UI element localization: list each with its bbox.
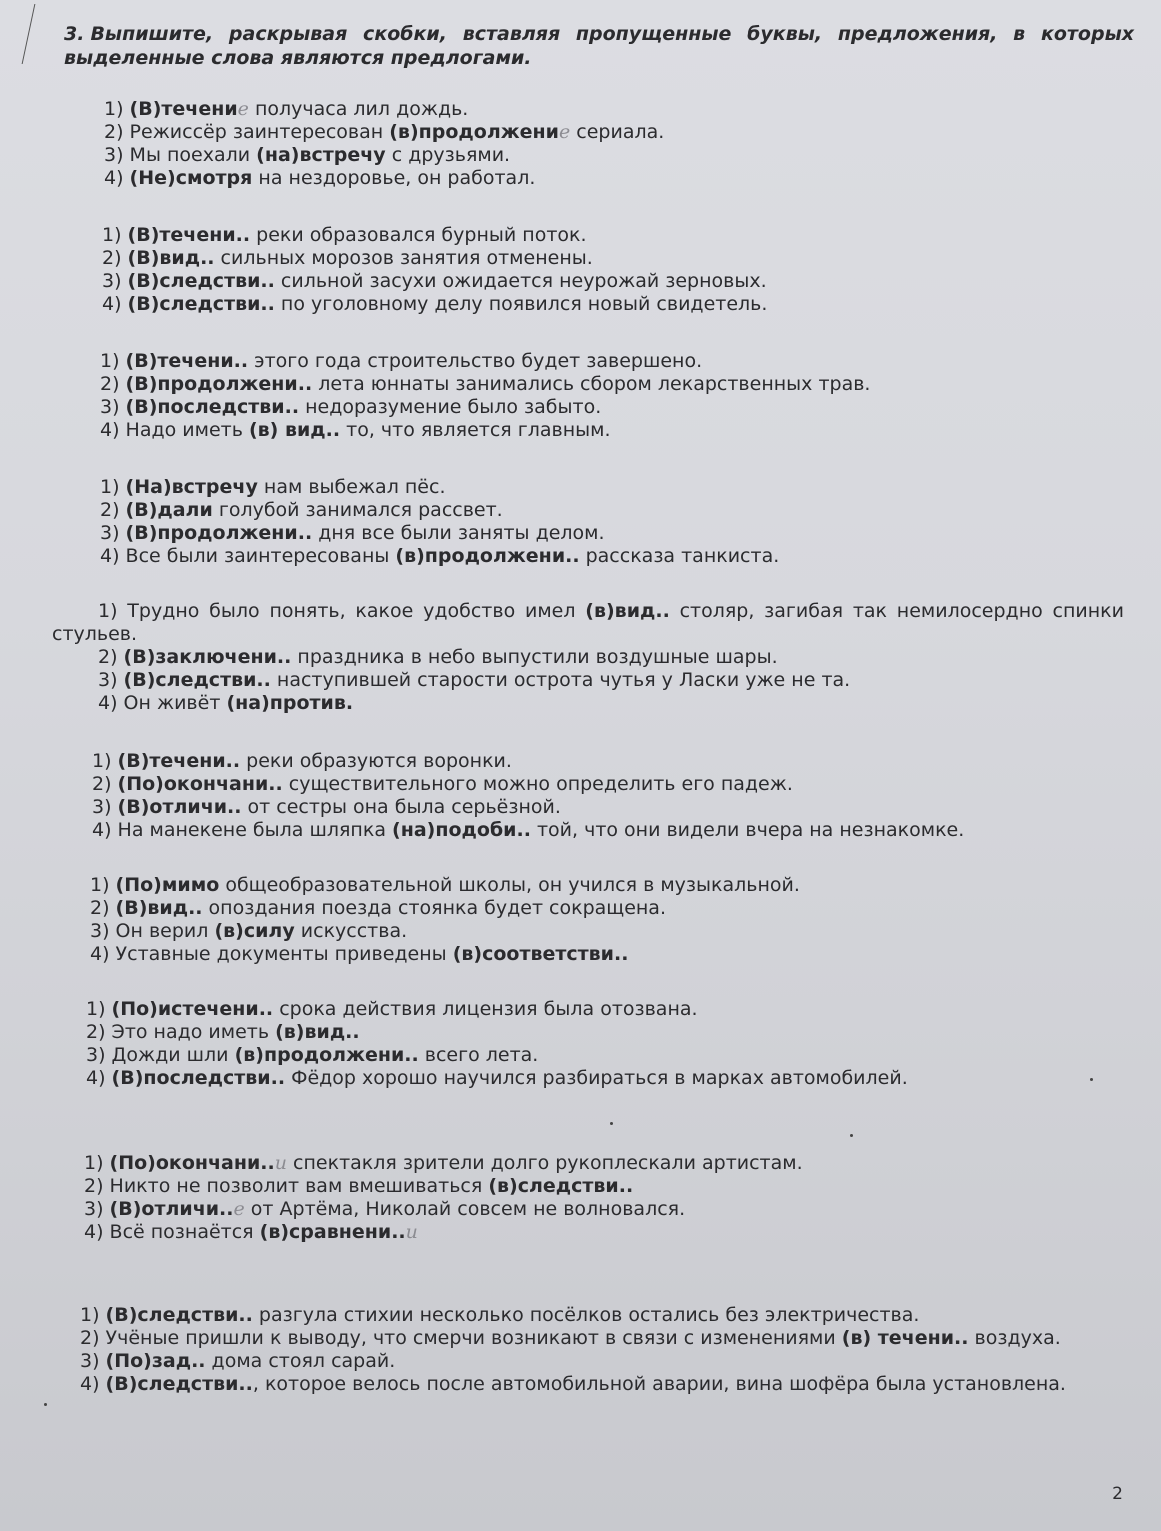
sentence-line xyxy=(90,943,1120,966)
highlighted-word: (в) течени.. xyxy=(841,1327,969,1349)
sentence-text: Он верил xyxy=(115,920,215,942)
sentence-number: 2) xyxy=(102,247,128,269)
exercise-group xyxy=(104,98,1114,190)
sentence-text: от Артёма, Николай совсем не волновался. xyxy=(244,1198,686,1220)
highlighted-word: (В)следстви.. xyxy=(105,1304,253,1326)
sentence-number: 3) xyxy=(92,796,118,818)
handwritten-letter: е xyxy=(558,121,571,143)
sentence-text: недоразумение было забыто. xyxy=(299,396,602,418)
highlighted-word: (в)продолжени.. xyxy=(395,545,580,567)
sentence-text: общеобразовательной школы, он учился в музыкальной. xyxy=(219,874,800,896)
sentence-number: 4) xyxy=(104,167,130,189)
highlighted-word: (В)отличи.. xyxy=(117,796,242,818)
highlighted-word: (На)встречу xyxy=(125,476,258,498)
exercise-group xyxy=(100,476,1120,568)
sentence-text: Учёные пришли к выводу, что смерчи возникают в связи с изменениями xyxy=(105,1327,842,1349)
sentence-text: Надо иметь xyxy=(125,419,249,441)
sentence-number: 2) xyxy=(100,373,126,395)
sentence-line xyxy=(104,98,1114,121)
sentence-number: 3) xyxy=(90,920,116,942)
sentence-text: Фёдор хорошо научился разбираться в марках автомобилей. xyxy=(285,1067,908,1089)
highlighted-word: (В)течени.. xyxy=(117,750,241,772)
highlighted-word: (По)истечени.. xyxy=(111,998,274,1020)
sentence-number: 4) xyxy=(90,943,116,965)
sentence-line xyxy=(100,396,1120,419)
sentence-text: Все были заинтересованы xyxy=(125,545,396,567)
sentence-text: праздника в небо выпустили воздушные шары. xyxy=(291,646,778,668)
sentence-text: с друзьями. xyxy=(385,144,511,166)
sentence-text: Никто не позволит вам вмешиваться xyxy=(109,1175,489,1197)
task-text: Выпишите, раскрывая скобки, вставляя пропущенные буквы, предложения, в которых выделенные слова являются предлогами. xyxy=(64,23,1134,69)
highlighted-word: (В)заключени.. xyxy=(123,646,292,668)
sentence-line xyxy=(102,270,1112,293)
speck xyxy=(610,1122,613,1125)
sentence-text: нам выбежал пёс. xyxy=(257,476,446,498)
sentence-line xyxy=(92,750,1122,773)
page-number: 2 xyxy=(1112,1484,1123,1504)
handwritten-letter: и xyxy=(274,1152,287,1174)
highlighted-word: (По)окончани.. xyxy=(117,773,283,795)
sentence-text: опоздания поезда стоянка будет сокращена. xyxy=(202,897,666,919)
sentence-line xyxy=(90,874,1120,897)
sentence-number: 1) xyxy=(98,600,128,622)
sentence-number: 2) xyxy=(92,773,118,795)
sentence-line xyxy=(102,247,1112,270)
sentence-number: 3) xyxy=(100,396,126,418)
highlighted-word: (В)течени.. xyxy=(125,350,249,372)
sentence-line xyxy=(52,692,1124,715)
sentence-line xyxy=(100,350,1120,373)
sentence-line xyxy=(102,224,1112,247)
sentence-number: 3) xyxy=(102,270,128,292)
sentence-line xyxy=(100,545,1120,568)
sentence-line xyxy=(34,1304,1124,1327)
sentence-number: 1) xyxy=(104,98,130,120)
sentence-line xyxy=(100,522,1120,545)
highlighted-word: (на)встречу xyxy=(256,144,386,166)
highlighted-word: (в)вид.. xyxy=(585,600,670,622)
sentence-line xyxy=(86,1021,1116,1044)
sentence-text: голубой занимался рассвет. xyxy=(212,499,503,521)
sentence-text: искусства. xyxy=(294,920,408,942)
sentence-number: 1) xyxy=(84,1152,110,1174)
highlighted-word: (в)соответстви.. xyxy=(452,943,629,965)
highlighted-word: (В)течени.. xyxy=(127,224,251,246)
highlighted-word: (В)последстви.. xyxy=(125,396,300,418)
highlighted-word: (в)силу xyxy=(214,920,295,942)
sentence-text: реки образуются воронки. xyxy=(240,750,512,772)
sentence-number: 2) xyxy=(100,499,126,521)
sentence-line xyxy=(104,167,1114,190)
task-number: 3. xyxy=(64,23,85,45)
sentence-text: На манекене была шляпка xyxy=(117,819,393,841)
sentence-line xyxy=(52,669,1124,692)
sentence-number: 3) xyxy=(80,1350,106,1372)
highlighted-word: (В)следстви.. xyxy=(105,1373,253,1395)
sentence-number: 4) xyxy=(100,545,126,567)
sentence-number: 3) xyxy=(84,1198,110,1220)
sentence-text: Это надо иметь xyxy=(111,1021,276,1043)
sentence-number: 3) xyxy=(86,1044,112,1066)
sentence-number: 4) xyxy=(80,1373,106,1395)
sentence-line xyxy=(84,1221,1114,1244)
sentence-text: рассказа танкиста. xyxy=(579,545,780,567)
exercise-group xyxy=(86,998,1116,1090)
sentence-line xyxy=(92,773,1122,796)
sentence-number: 2) xyxy=(104,121,130,143)
sentence-number: 1) xyxy=(86,998,112,1020)
highlighted-word: (на)подоби.. xyxy=(392,819,531,841)
sentence-text: Режиссёр заинтересован xyxy=(129,121,390,143)
sentence-line xyxy=(86,1044,1116,1067)
sentence-text: всего лета. xyxy=(418,1044,539,1066)
sentence-text: разгула стихии несколько посёлков остались без электричества. xyxy=(252,1304,920,1326)
sentence-number: 1) xyxy=(80,1304,106,1326)
highlighted-word: (в)продолжени xyxy=(389,121,559,143)
sentence-line xyxy=(100,499,1120,522)
sentence-number: 2) xyxy=(80,1327,106,1349)
sentence-number: 1) xyxy=(90,874,116,896)
sentence-line xyxy=(86,1067,1116,1090)
sentence-line xyxy=(84,1175,1114,1198)
sentence-line xyxy=(100,419,1120,442)
exercise-group xyxy=(102,224,1112,316)
sentence-line xyxy=(34,1350,1124,1373)
handwritten-letter: и xyxy=(405,1221,418,1243)
highlighted-word: (В)последстви.. xyxy=(111,1067,286,1089)
sentence-text: Дожди шли xyxy=(111,1044,235,1066)
sentence-line xyxy=(90,920,1120,943)
sentence-number: 4) xyxy=(92,819,118,841)
sentence-text: получаса лил дождь. xyxy=(248,98,469,120)
sentence-number: 2) xyxy=(84,1175,110,1197)
highlighted-word: (В)следстви.. xyxy=(123,669,271,691)
handwritten-letter: е xyxy=(233,1198,245,1220)
highlighted-word: (По)мимо xyxy=(115,874,220,896)
exercise-group xyxy=(84,1152,1114,1244)
sentence-number: 2) xyxy=(90,897,116,919)
sentence-text: наступившей старости острота чутья у Ласки уже не та. xyxy=(270,669,851,691)
sentence-text: сериала. xyxy=(570,121,665,143)
highlighted-word: (В)вид.. xyxy=(115,897,203,919)
task-heading xyxy=(64,22,1134,70)
sentence-line xyxy=(52,646,1124,669)
sentence-line xyxy=(104,144,1114,167)
highlighted-word: (Не)смотря xyxy=(129,167,253,189)
highlighted-word: (В)отличи.. xyxy=(109,1198,234,1220)
sentence-text: срока действия лицензия была отозвана. xyxy=(273,998,698,1020)
highlighted-word: (на)против. xyxy=(226,692,354,714)
sentence-text: воздуха. xyxy=(968,1327,1061,1349)
sentence-number: 2) xyxy=(98,646,124,668)
speck xyxy=(850,1134,853,1137)
sentence-text: от сестры она была серьёзной. xyxy=(241,796,561,818)
sentence-text: на нездоровье, он работал. xyxy=(252,167,536,189)
sentence-number: 2) xyxy=(86,1021,112,1043)
sentence-text: столяр, загибая так немилосердно спинки стульев. xyxy=(52,600,1124,645)
sentence-number: 4) xyxy=(84,1221,110,1243)
sentence-line xyxy=(52,600,1124,646)
sentence-number: 4) xyxy=(102,293,128,315)
sentence-number: 1) xyxy=(100,476,126,498)
sentence-line xyxy=(100,476,1120,499)
sentence-text: сильной засухи ожидается неурожай зерновых. xyxy=(274,270,767,292)
sentence-number: 3) xyxy=(104,144,130,166)
sentence-text: лета юннаты занимались сбором лекарственных трав. xyxy=(312,373,871,395)
highlighted-word: (в)сравнени.. xyxy=(259,1221,406,1243)
sentence-number: 1) xyxy=(102,224,128,246)
sentence-line xyxy=(34,1327,1124,1350)
sentence-text: той, что они видели вчера на незнакомке. xyxy=(530,819,965,841)
sentence-line xyxy=(104,121,1114,144)
sentence-text: этого года строительство будет завершено. xyxy=(248,350,703,372)
highlighted-word: (в)следстви.. xyxy=(488,1175,634,1197)
sentence-text: то, что является главным. xyxy=(340,419,611,441)
sentence-number: 3) xyxy=(98,669,124,691)
sentence-text: дня все были заняты делом. xyxy=(312,522,605,544)
sentence-line xyxy=(84,1198,1114,1221)
sentence-text: Всё познаётся xyxy=(109,1221,260,1243)
highlighted-word: (В)дали xyxy=(125,499,213,521)
sentence-text: реки образовался бурный поток. xyxy=(250,224,587,246)
speck xyxy=(44,1403,47,1406)
sentence-text: по уголовному делу появился новый свидетель. xyxy=(274,293,768,315)
highlighted-word: (В)продолжени.. xyxy=(125,373,313,395)
speck xyxy=(1090,1078,1093,1081)
sentence-text: Он живёт xyxy=(123,692,227,714)
sentence-text: , которое велось после автомобильной аварии, вина шофёра была установлена. xyxy=(252,1373,1066,1395)
handwritten-letter: е xyxy=(237,98,249,120)
margin-pencil-mark xyxy=(22,4,56,64)
exercise-group xyxy=(34,1304,1124,1396)
sentence-number: 1) xyxy=(100,350,126,372)
sentence-line xyxy=(102,293,1112,316)
sentence-line xyxy=(86,998,1116,1021)
sentence-number: 1) xyxy=(92,750,118,772)
sentence-line xyxy=(92,796,1122,819)
sentence-text: дома стоял сарай. xyxy=(205,1350,396,1372)
sentence-number: 4) xyxy=(98,692,124,714)
highlighted-word: (В)течени xyxy=(129,98,238,120)
highlighted-word: (По)зад.. xyxy=(105,1350,206,1372)
exercise-group xyxy=(90,874,1120,966)
sentence-text: Уставные документы приведены xyxy=(115,943,453,965)
highlighted-word: (в)продолжени.. xyxy=(234,1044,419,1066)
sentence-line xyxy=(84,1152,1114,1175)
sentence-text: существительного можно определить его падеж. xyxy=(282,773,793,795)
highlighted-word: (в)вид.. xyxy=(275,1021,360,1043)
sentence-text: Мы поехали xyxy=(129,144,257,166)
sentence-text: Трудно было понять, какое удобство имел xyxy=(127,600,586,622)
sentence-number: 4) xyxy=(86,1067,112,1089)
exercise-group xyxy=(92,750,1122,842)
highlighted-word: (В)вид.. xyxy=(127,247,215,269)
sentence-text: спектакля зрители долго рукоплескали артистам. xyxy=(287,1152,803,1174)
sentence-line xyxy=(90,897,1120,920)
exercise-group xyxy=(100,350,1120,442)
highlighted-word: (В)продолжени.. xyxy=(125,522,313,544)
sentence-number: 3) xyxy=(100,522,126,544)
highlighted-word: (В)следстви.. xyxy=(127,293,275,315)
highlighted-word: (в) вид.. xyxy=(248,419,341,441)
highlighted-word: (По)окончани.. xyxy=(109,1152,275,1174)
sentence-line xyxy=(34,1373,1124,1396)
sentence-text: сильных морозов занятия отменены. xyxy=(214,247,593,269)
highlighted-word: (В)следстви.. xyxy=(127,270,275,292)
exercise-group xyxy=(52,600,1124,715)
sentence-line xyxy=(92,819,1122,842)
sentence-number: 4) xyxy=(100,419,126,441)
sentence-line xyxy=(100,373,1120,396)
